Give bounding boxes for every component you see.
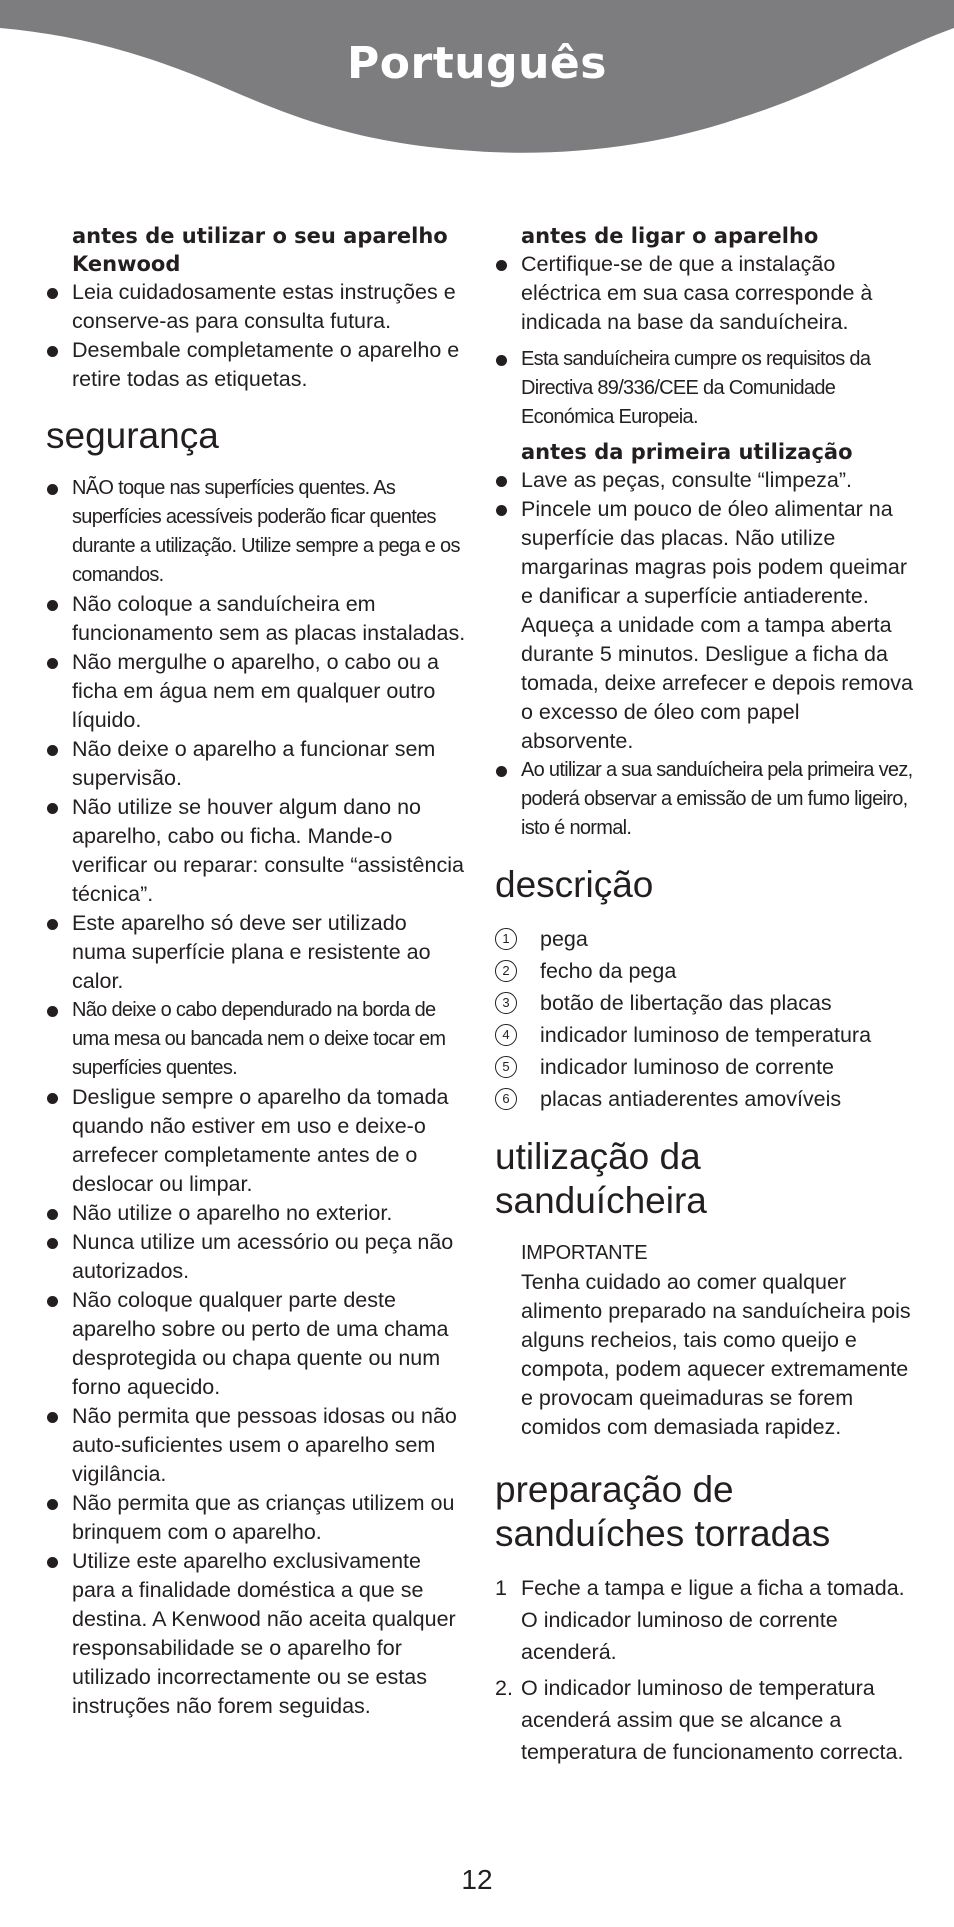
important-note [495, 1239, 915, 1442]
description-heading: descrição [495, 864, 654, 905]
list-item: NÃO toque nas superfícies quentes. As superfícies acessíveis poderão ficar quentes durante a utilização. Utilize sempre a pega e os comandos. [46, 474, 466, 590]
part-label: pega [540, 927, 588, 951]
list-item: Não utilize o aparelho no exterior. [46, 1199, 466, 1228]
list-item: Não permita que as crianças utilizem ou brinquem com o aparelho. [46, 1489, 466, 1547]
step-text: Feche a tampa e ligue a ficha a tomada. O indicador luminoso de corrente acenderá. [521, 1576, 905, 1664]
circled-number: 4 [495, 1024, 517, 1046]
page-number: 12 [461, 1864, 493, 1895]
list-item: Não coloque a sanduícheira em funcionamento sem as placas instaladas. [46, 590, 466, 648]
list-item: Pincele um pouco de óleo alimentar na superfície das placas. Não utilize margarinas magras pois podem queimar e danificar a superfície antiaderente. Aqueça a unidade com a tampa aberta durante 5 minutos. Desligue a ficha da tomada, deixe arrefecer e depois remova o excesso de óleo com papel absorvente. [495, 495, 915, 756]
prep-heading-line: preparação de [495, 1469, 734, 1510]
list-item: Não deixe o cabo dependurado na borda de uma mesa ou bancada nem o deixe tocar em superfícies quentes. [46, 996, 466, 1083]
safety-list [46, 474, 466, 1721]
part-item [495, 987, 915, 1019]
important-label: IMPORTANTE [521, 1242, 648, 1264]
list-item: Não mergulhe o aparelho, o cabo ou a ficha em água nem em qualquer outro líquido. [46, 648, 466, 735]
list-item: Não utilize se houver algum dano no aparelho, cabo ou ficha. Mande-o verificar ou reparar: consulte “assistência técnica”. [46, 793, 466, 909]
circled-number: 5 [495, 1056, 517, 1078]
circled-number: 2 [495, 960, 517, 982]
before-use-list [46, 278, 466, 394]
list-item: Esta sanduícheira cumpre os requisitos da Directiva 89/336/CEE da Comunidade Económica Europeia. [495, 345, 915, 432]
usage-heading: utilização da sanduícheira [495, 1136, 707, 1221]
part-item [495, 1019, 915, 1051]
list-item: Lave as peças, consulte “limpeza”. [495, 466, 915, 495]
list-item: Não permita que pessoas idosas ou não auto-suficientes usem o aparelho sem vigilância. [46, 1402, 466, 1489]
list-item: Certifique-se de que a instalação eléctrica em sua casa corresponde à indicada na base da sanduícheira. [495, 250, 915, 337]
step-text: O indicador luminoso de temperatura acenderá assim que se alcance a temperatura de funcionamento correcta. [521, 1676, 904, 1764]
part-label: placas antiaderentes amovíveis [540, 1087, 842, 1111]
before-plug-heading: antes de ligar o aparelho [521, 224, 819, 248]
step-item [495, 1672, 915, 1768]
important-text: Tenha cuidado ao comer qualquer alimento preparado na sanduícheira pois alguns recheios, tais como queijo e compota, podem aquecer extremamente e provocam queimaduras se forem comidos com demasiada rapidez. [521, 1270, 911, 1439]
list-item: Ao utilizar a sua sanduícheira pela primeira vez, poderá observar a emissão de um fumo ligeiro, isto é normal. [495, 756, 915, 843]
prep-heading-line: sanduíches torradas [495, 1513, 831, 1554]
circled-number: 3 [495, 992, 517, 1014]
part-item [495, 1051, 915, 1083]
right-column [495, 222, 915, 1772]
steps-list [495, 1572, 915, 1768]
list-item: Não coloque qualquer parte deste aparelho sobre ou perto de uma chama desprotegida ou chapa quente ou num forno aquecido. [46, 1286, 466, 1402]
first-use-heading: antes da primeira utilização [521, 440, 853, 464]
list-item: Nunca utilize um acessório ou peça não autorizados. [46, 1228, 466, 1286]
before-plug-list [495, 250, 915, 432]
list-item: Este aparelho só deve ser utilizado numa superfície plana e resistente ao calor. [46, 909, 466, 996]
list-item: Leia cuidadosamente estas instruções e conserve-as para consulta futura. [46, 278, 466, 336]
list-item: Desligue sempre o aparelho da tomada quando não estiver em uso e deixe-o arrefecer completamente antes de o deslocar ou limpar. [46, 1083, 466, 1199]
circled-number: 6 [495, 1088, 517, 1110]
circled-number: 1 [495, 928, 517, 950]
prep-heading [495, 1468, 915, 1556]
step-number: 1 [495, 1576, 507, 1600]
part-item [495, 955, 915, 987]
part-label: fecho da pega [540, 959, 677, 983]
list-item: Não deixe o aparelho a funcionar sem supervisão. [46, 735, 466, 793]
part-item [495, 923, 915, 955]
before-use-heading: antes de utilizar o seu aparelho Kenwood [72, 224, 448, 276]
step-item [495, 1572, 915, 1668]
parts-list [495, 923, 915, 1115]
part-item [495, 1083, 915, 1115]
part-label: botão de libertação das placas [540, 991, 832, 1015]
list-item: Desembale completamente o aparelho e retire todas as etiquetas. [46, 336, 466, 394]
left-column [46, 222, 466, 1721]
first-use-list [495, 466, 915, 843]
part-label: indicador luminoso de temperatura [540, 1023, 872, 1047]
safety-heading: segurança [46, 415, 219, 456]
page-title: Português [347, 38, 607, 89]
part-label: indicador luminoso de corrente [540, 1055, 834, 1079]
list-item: Utilize este aparelho exclusivamente para a finalidade doméstica a que se destina. A Kenwood não aceita qualquer responsabilidade se o aparelho for utilizado incorrectamente ou se estas instruções não forem seguidas. [46, 1547, 466, 1721]
step-number: 2. [495, 1676, 513, 1700]
